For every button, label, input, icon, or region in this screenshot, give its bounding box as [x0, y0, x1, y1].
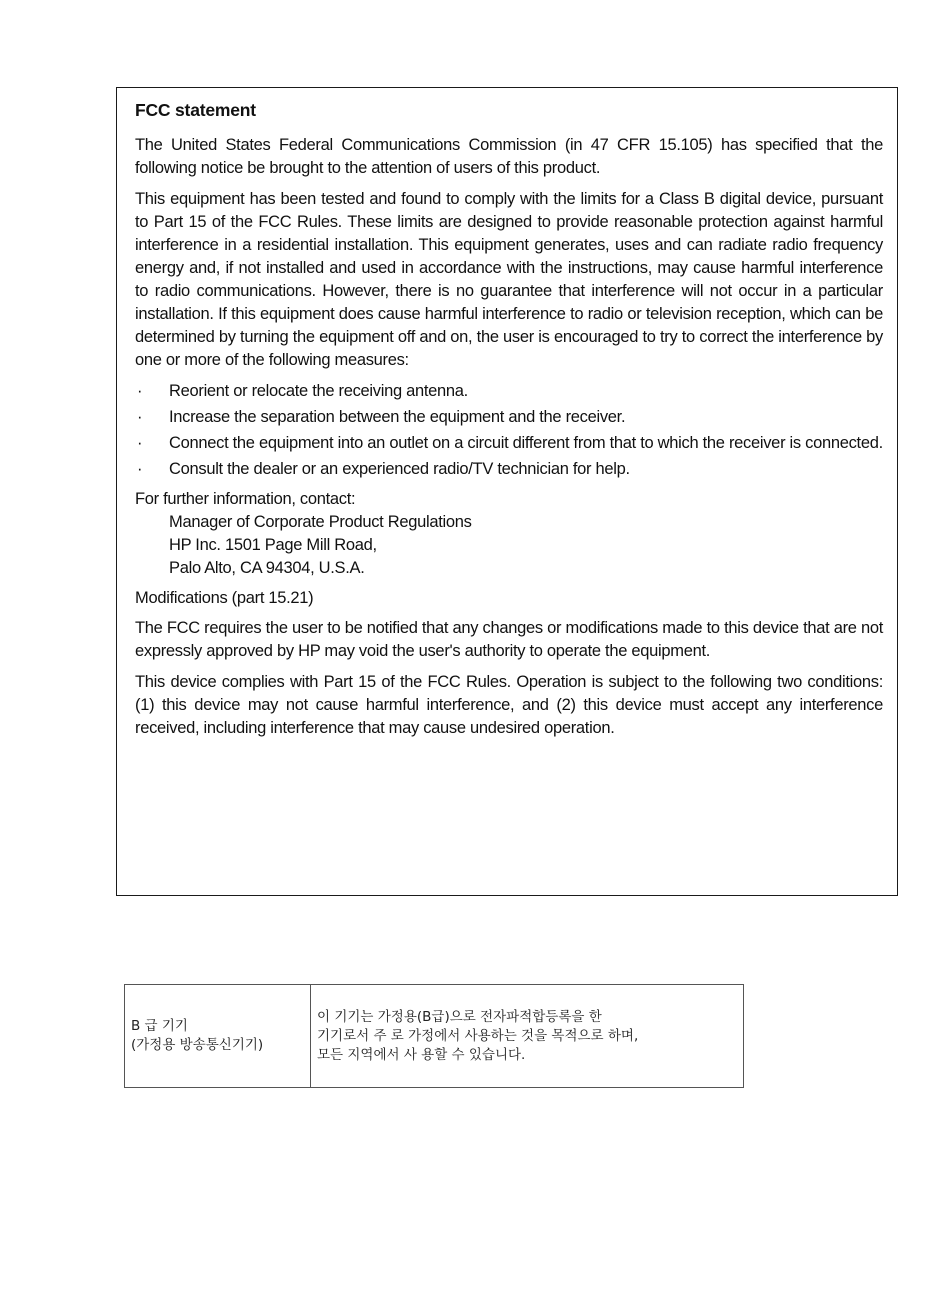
list-item	[135, 380, 883, 403]
list-item	[135, 406, 883, 429]
contact-line: HP Inc. 1501 Page Mill Road,	[169, 536, 377, 554]
device-class-line: (가정용 방송통신기기)	[131, 1037, 264, 1053]
compliance-paragraph: This device complies with Part 15 of the FCC Rules. Operation is subject to the following two conditions: (1) this device may not cause harmful interference, and (2) this device must accept any interference received, including interference that may cause undesired operation.	[135, 673, 883, 737]
notice-text-line: 모든 지역에서 사 용할 수 있습니다.	[317, 1046, 526, 1063]
device-class-line: B 급 기기	[131, 1018, 188, 1034]
bullet-dot: ·	[137, 382, 143, 400]
contact-line: Manager of Corporate Product Regulations	[169, 513, 472, 531]
notice-text-cell	[311, 985, 744, 1088]
bullet-text: Reorient or relocate the receiving antenna.	[169, 382, 468, 400]
contact-heading: For further information, contact:	[135, 490, 356, 508]
fcc-body-paragraph: This equipment has been tested and found to comply with the limits for a Class B digital device, pursuant to Part 15 of the FCC Rules. These limits are designed to provide reasonable protection against harmful interference in a residential installation. This equipment generates, uses and can radiate radio frequency energy and, if not installed and used in accordance with the instructions, may cause harmful interference to radio communications. However, there is no guarantee that interference will not occur in a particular installation. If this equipment does cause harmful interference to radio or television reception, which can be determined by turning the equipment off and on, the user is encouraged to try to correct the interference by one or more of the following measures:	[135, 190, 883, 369]
notice-text-line: 기기로서 주 로 가정에서 사용하는 것을 목적으로 하며,	[317, 1027, 639, 1044]
bullet-dot: ·	[137, 408, 143, 426]
measures-list	[135, 380, 883, 481]
device-class-cell	[125, 985, 311, 1088]
bullet-text: Increase the separation between the equipment and the receiver.	[169, 408, 626, 426]
table-row	[125, 985, 744, 1088]
bullet-text: Consult the dealer or an experienced radio/TV technician for help.	[169, 460, 630, 478]
modifications-paragraph: The FCC requires the user to be notified that any changes or modifications made to this device that are not expressly approved by HP may void the user's authority to operate the equipment.	[135, 619, 883, 660]
list-item	[135, 432, 883, 455]
contact-line: Palo Alto, CA 94304, U.S.A.	[169, 559, 365, 577]
bullet-dot: ·	[137, 460, 143, 478]
bullet-text: Connect the equipment into an outlet on a circuit different from that to which the receiver is connected.	[169, 434, 883, 452]
bullet-dot: ·	[137, 434, 143, 452]
list-item	[135, 458, 883, 481]
fcc-statement-title: FCC statement	[135, 100, 256, 120]
korean-class-b-notice	[124, 984, 744, 1088]
contact-address	[135, 511, 883, 580]
fcc-statement-box	[116, 87, 898, 896]
notice-text-line: 이 기기는 가정용(B급)으로 전자파적합등록을 한	[317, 1008, 602, 1025]
fcc-intro-paragraph: The United States Federal Communications Commission (in 47 CFR 15.105) has specified that the following notice be brought to the attention of users of this product.	[135, 136, 883, 177]
modifications-heading: Modifications (part 15.21)	[135, 589, 314, 607]
